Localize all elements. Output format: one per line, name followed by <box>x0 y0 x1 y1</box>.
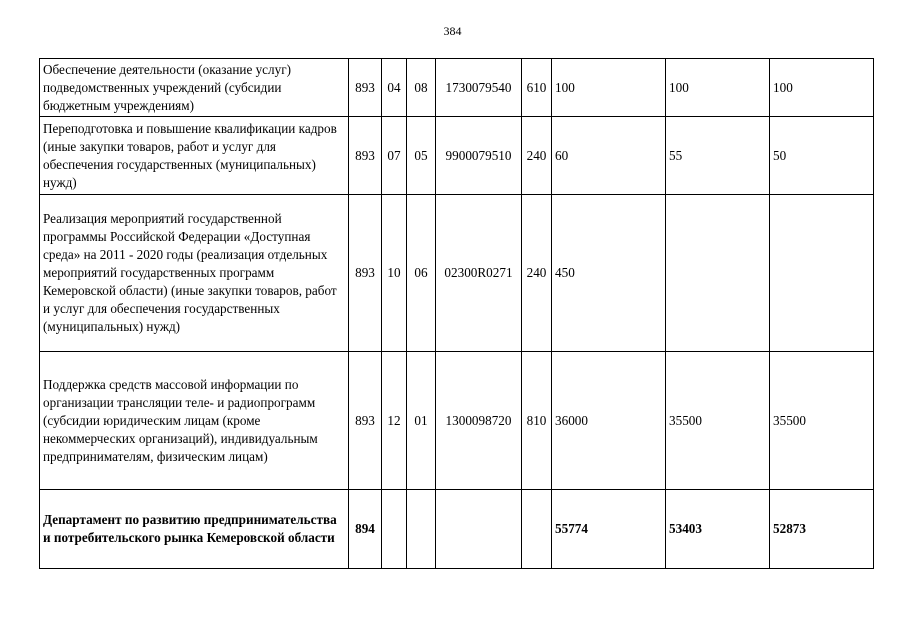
row-name: Поддержка средств массовой информации по организации трансляции теле- и радиопрограмм (субсидии юридическим лицам (кроме некоммерческих организаций), индивидуальным предпринимателям, физическим лицам) <box>40 352 349 490</box>
amount-year-2: 100 <box>666 59 770 117</box>
target-code: 1730079540 <box>436 59 522 117</box>
table-row <box>40 352 874 490</box>
amount-year-3: 35500 <box>770 352 874 490</box>
expense-type-code <box>522 490 552 569</box>
table-row <box>40 117 874 195</box>
amount-year-2: 53403 <box>666 490 770 569</box>
amount-year-1: 450 <box>552 195 666 352</box>
target-code <box>436 490 522 569</box>
target-code: 02300R0271 <box>436 195 522 352</box>
page-number: 384 <box>443 24 462 38</box>
amount-year-3: 52873 <box>770 490 874 569</box>
budget-table <box>39 58 874 569</box>
amount-year-1: 100 <box>552 59 666 117</box>
amount-year-3: 50 <box>770 117 874 195</box>
amount-year-2 <box>666 195 770 352</box>
ministry-code: 893 <box>349 117 382 195</box>
expense-type-code: 240 <box>522 117 552 195</box>
table-row <box>40 59 874 117</box>
expense-type-code: 810 <box>522 352 552 490</box>
section-code <box>382 490 407 569</box>
expense-type-code: 240 <box>522 195 552 352</box>
amount-year-1: 36000 <box>552 352 666 490</box>
subsection-code <box>407 490 436 569</box>
section-code: 12 <box>382 352 407 490</box>
section-code: 04 <box>382 59 407 117</box>
subsection-code: 08 <box>407 59 436 117</box>
row-name: Департамент по развитию предпринимательства и потребительского рынка Кемеровской области <box>40 490 349 569</box>
target-code: 9900079510 <box>436 117 522 195</box>
ministry-code: 894 <box>349 490 382 569</box>
row-name: Реализация мероприятий государственной программы Российской Федерации «Доступная среда» на 2011 - 2020 годы (реализация отдельных мероприятий государственных программ Кемеровской области) (иные закупки товаров, работ и услуг для обеспечения государственных (муниципальных) нужд) <box>40 195 349 352</box>
expense-type-code: 610 <box>522 59 552 117</box>
section-code: 10 <box>382 195 407 352</box>
ministry-code: 893 <box>349 59 382 117</box>
amount-year-1: 55774 <box>552 490 666 569</box>
target-code: 1300098720 <box>436 352 522 490</box>
section-code: 07 <box>382 117 407 195</box>
subsection-code: 01 <box>407 352 436 490</box>
amount-year-3: 100 <box>770 59 874 117</box>
subsection-code: 06 <box>407 195 436 352</box>
amount-year-1: 60 <box>552 117 666 195</box>
ministry-code: 893 <box>349 352 382 490</box>
amount-year-2: 35500 <box>666 352 770 490</box>
ministry-code: 893 <box>349 195 382 352</box>
row-name: Переподготовка и повышение квалификации кадров (иные закупки товаров, работ и услуг для обеспечения государственных (муниципальных) нужд) <box>40 117 349 195</box>
row-name: Обеспечение деятельности (оказание услуг) подведомственных учреждений (субсидии бюджетным учреждениям) <box>40 59 349 117</box>
table-row <box>40 195 874 352</box>
amount-year-3 <box>770 195 874 352</box>
subsection-code: 05 <box>407 117 436 195</box>
amount-year-2: 55 <box>666 117 770 195</box>
table-row <box>40 490 874 569</box>
